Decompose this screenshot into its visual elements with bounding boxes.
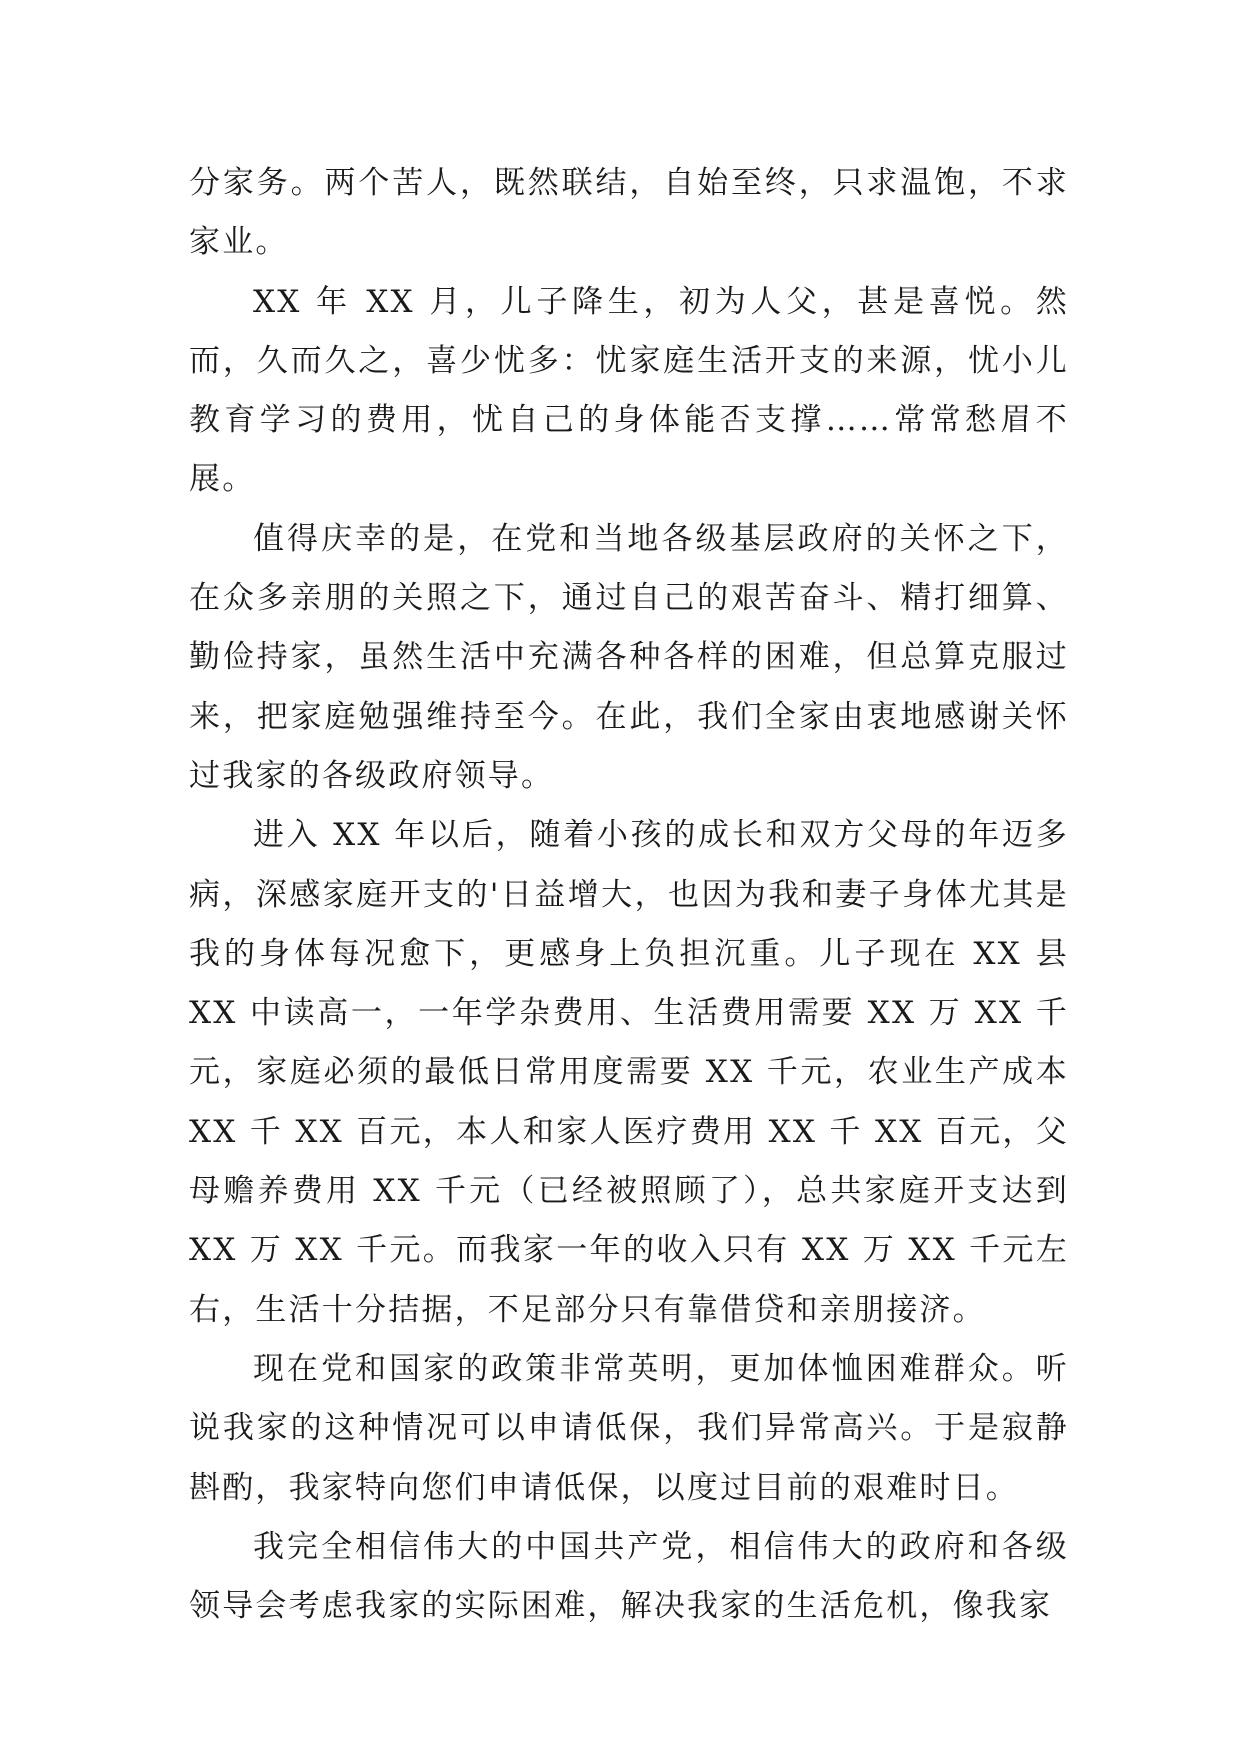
- paragraph-4: 进入 XX 年以后，随着小孩的成长和双方父母的年迈多病，深感家庭开支的'日益增大，也因为我和妻子身体尤其是我的身体每况愈下，更感身上负担沉重。儿子现在 XX 县 XX 中读高一，一年学杂费用、生活费用需要 XX 万 XX 千元，家庭必须的最低日常用度需要 XX 千元，农业生产成本 XX 千 XX 百元，本人和家人医疗费用 XX 千 XX 百元，父母赡养费用 XX 千元（已经被照顾了），总共家庭开支达到 XX 万 XX 千元。而我家一年的收入只有 XX 万 XX 千元左右，生活十分拮据，不足部分只有靠借贷和亲朋接济。: [189, 817, 1069, 1328]
- document-body: [189, 154, 1069, 1636]
- paragraph-5: 现在党和国家的政策非常英明，更加体恤困难群众。听说我家的这种情况可以申请低保，我们异常高兴。于是寂静斟酌，我家特向您们申请低保，以度过目前的艰难时日。: [189, 1350, 1069, 1506]
- paragraph-2: XX 年 XX 月，儿子降生，初为人父，甚是喜悦。然而，久而久之，喜少忧多：忧家庭生活开支的来源，忧小儿教育学习的费用，忧自己的身体能否支撑……常常愁眉不展。: [189, 283, 1069, 498]
- paragraph-3: 值得庆幸的是，在党和当地各级基层政府的关怀之下，在众多亲朋的关照之下，通过自己的艰苦奋斗、精打细算、勤俭持家，虽然生活中充满各种各样的困难，但总算克服过来，把家庭勉强维持至今。在此，我们全家由衷地感谢关怀过我家的各级政府领导。: [189, 520, 1069, 794]
- paragraph-6: 我完全相信伟大的中国共产党，相信伟大的政府和各级领导会考虑我家的实际困难，解决我家的生活危机，像我家: [189, 1528, 1069, 1625]
- paragraph-1: 分家务。两个苦人，既然联结，自始至终，只求温饱，不求家业。: [189, 165, 1069, 261]
